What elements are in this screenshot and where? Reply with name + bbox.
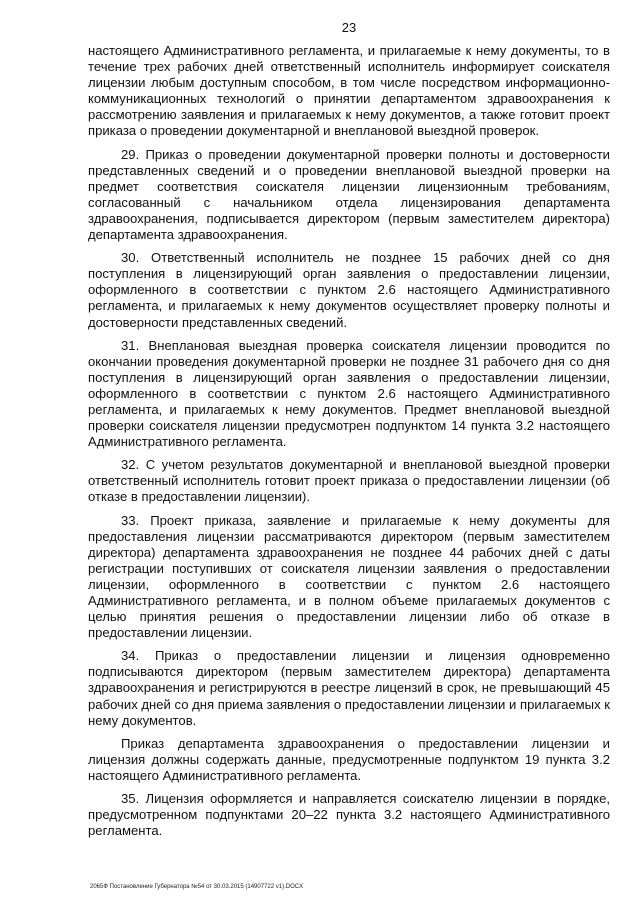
- paragraph-continuation: настоящего Административного регламента, и прилагаемые к нему документы, то в течение трех рабочих дней ответственный исполнитель информирует соискателя лицензии любым доступным способом, в том числе посредством информационно-коммуникационных технологий о принятии департаментом здравоохранения к рассмотрению заявления и прилагаемых к нему документов, а также готовит проект приказа о проведении документарной и внеплановой выездной проверок.: [88, 43, 610, 139]
- paragraph-29: 29. Приказ о проведении документарной проверки полноты и достоверности представленных сведений и о проведении внеплановой выездной проверки на предмет соответствия соискателя лицензии лицензионным требованиям, согласованный с начальником отдела лицензирования департамента здравоохранения, подписывается директором (первым заместителем директора) департамента здравоохранения.: [88, 146, 610, 243]
- paragraph-35: 35. Лицензия оформляется и направляется соискателю лицензии в порядке, предусмотренном подпунктами 20–22 пункта 3.2 настоящего Административного регламента.: [88, 791, 610, 839]
- paragraph-31: 31. Внеплановая выездная проверка соискателя лицензии проводится по окончании проведения документарной проверки не позднее 31 рабочего дня со дня поступления в лицензирующий орган заявления о предоставлении лицензии, оформленного в соответствии с пунктом 2.6 настоящего Административного регламента, и прилагаемых к нему документов. Предмет внеплановой выездной проверки соискателя лицензии предусмотрен подпунктом 14 пункта 3.2 настоящего Административного регламента.: [88, 337, 610, 450]
- paragraph-34: 34. Приказ о предоставлении лицензии и лицензия одновременно подписываются директором (первым заместителем директора) департамента здравоохранения и регистрируются в реестре лицензий в срок, не превышающий 45 рабочих дней со дня приема заявления о предоставлении лицензии и прилагаемых к нему документов.: [88, 648, 610, 728]
- paragraph-30: 30. Ответственный исполнитель не позднее 15 рабочих дней со дня поступления в лицензирующий орган заявления о предоставлении лицензии, оформленного в соответствии с пунктом 2.6 настоящего Административного регламента, и прилагаемых к нему документов осуществляет проверку полноты и достоверности представленных сведений.: [88, 250, 610, 330]
- document-footer: 2065Ф Постановление Губернатора №54 от 30.03.2015 (14907722 v1).DOCX: [90, 884, 304, 890]
- page-number: 23: [341, 20, 357, 35]
- paragraph-33: 33. Проект приказа, заявление и прилагаемые к нему документы для предоставления лицензии рассматриваются директором (первым заместителем директора) департамента здравоохранения не позднее 44 рабочих дней с даты регистрации поступивших от соискателя лицензии заявления о предоставлении лицензии, оформленного в соответствии с пунктом 2.6 настоящего Административного регламента, и в полном объеме прилагаемых документов с целью принятия решения о предоставлении лицензии либо об отказе в предоставлении лицензии.: [88, 512, 610, 641]
- paragraph-32: 32. С учетом результатов документарной и внеплановой выездной проверки ответственный исполнитель готовит проект приказа о предоставлении лицензии (об отказе в предоставлении лицензии).: [88, 457, 610, 505]
- paragraph-34-order: Приказ департамента здравоохранения о предоставлении лицензии и лицензия должны содержать данные, предусмотренные подпунктом 19 пункта 3.2 настоящего Административного регламента.: [88, 735, 610, 783]
